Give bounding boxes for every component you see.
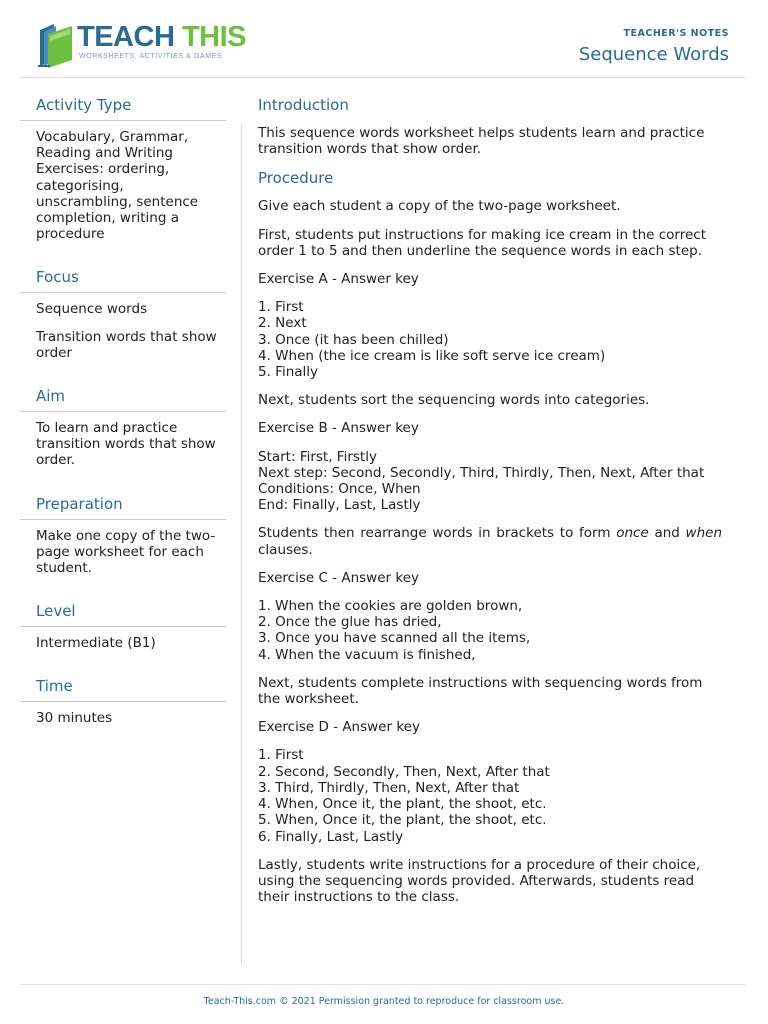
exercise-b-title: Exercise B - Answer key [258,420,419,437]
level-text: Intermediate (B1) [36,635,156,652]
procedure-paragraph: First, students put instructions for making ice cream in the correct order 1 to 5 and then underline the sequence words in each step. [258,226,707,259]
list-item: 6. Finally, Last, Lastly [258,828,404,845]
text-span: and [648,525,686,542]
introduction-text: This sequence words worksheet helps students learn and practice transition words that show order. [258,125,705,158]
exercise-a-answers [258,299,722,380]
list-item: 1. When the cookies are golden brown, [258,598,523,615]
list-item: 2. Second, Secondly, Then, Next, After that [258,763,550,780]
list-item: 2. Once the glue has dried, [258,614,442,631]
book-logo-icon [36,22,74,68]
emphasis-once: once [616,525,649,542]
list-item: 1. First [258,299,304,316]
list-item: Conditions: Once, When [258,481,421,498]
list-item: 4. When, Once it, the plant, the shoot, etc. [258,796,547,813]
logo-word-this: THIS [181,21,247,53]
activity-type-section [20,96,226,242]
logo-word-teach: TEACH [77,21,175,53]
aim-text: To learn and practice transition words that show order. [36,420,216,469]
activity-type-heading: Activity Type [20,96,226,121]
preparation-text: Make one copy of the two-page worksheet for each student. [36,527,216,577]
level-heading: Level [20,602,226,627]
exercise-d-title: Exercise D - Answer key [258,719,420,736]
column-divider [241,123,242,964]
list-item: 3. Once (it has been chilled) [258,331,449,348]
procedure-paragraph: Give each student a copy of the two-page worksheet. [258,198,621,215]
time-heading: Time [20,677,226,702]
emphasis-when: when [685,525,723,542]
exercise-d-answers [258,747,722,844]
list-item: 3. Once you have scanned all the items, [258,630,531,647]
focus-heading: Focus [20,268,226,293]
focus-item: Sequence words [36,301,148,318]
aim-section [20,387,226,469]
procedure-paragraph: Lastly, students write instructions for a procedure of their choice, using the sequencing words provided. Afterwards, students read their instructions to the class. [258,856,701,906]
list-item: 5. Finally [258,364,319,381]
procedure-heading: Procedure [258,169,334,188]
text-span: clauses. [258,541,313,558]
exercise-a-title: Exercise A - Answer key [258,271,419,288]
procedure-paragraph: Next, students sort the sequencing words into categories. [258,392,650,409]
time-text: 30 minutes [36,710,113,727]
list-item: Next step: Second, Secondly, Third, Thirdly, Then, Next, After that [258,464,705,481]
teachers-notes-label: TEACHER'S NOTES [623,28,729,39]
time-section [20,677,226,726]
list-item: 4. When the vacuum is finished, [258,646,476,663]
teach-this-logo [36,22,246,68]
page-header [20,0,746,78]
list-item: 2. Next [258,315,307,332]
list-item: 1. First [258,747,304,764]
list-item: End: Finally, Last, Lastly [258,497,421,514]
activity-type-text: Vocabulary, Grammar, Reading and Writing Exercises: ordering, categorising, unscrambling, sentence completion, writing a procedure [36,129,199,243]
main-content [258,96,722,917]
list-item: Start: First, Firstly [258,448,377,465]
document-title: Sequence Words [578,44,729,65]
procedure-paragraph: Next, students complete instructions with sequencing words from the worksheet. [258,674,703,708]
footer-divider [20,984,746,985]
exercise-b-answers [258,449,722,514]
introduction-heading: Introduction [258,96,349,114]
level-section [20,602,226,651]
aim-heading: Aim [20,387,226,412]
list-item: 4. When (the ice cream is like soft serve ice cream) [258,347,606,364]
preparation-section [20,495,226,577]
footer-copyright: Teach-This.com © 2021 Permission granted to reproduce for classroom use. [203,996,565,1007]
logo-wordmark [77,22,246,52]
exercise-c-answers [258,598,722,663]
text-span: Students then rearrange words in brackets to form [258,525,617,542]
exercise-c-title: Exercise C - Answer key [258,569,419,586]
sidebar [20,96,226,753]
list-item: 5. When, Once it, the plant, the shoot, etc. [258,812,547,829]
preparation-heading: Preparation [20,495,226,520]
list-item: 3. Third, Thirdly, Then, Next, After that [258,779,520,796]
procedure-paragraph [258,525,722,557]
focus-section [20,268,226,361]
logo-tagline: WORKSHEETS, ACTIVITIES & GAMES [79,53,223,60]
focus-item: Transition words that show order [36,328,217,361]
